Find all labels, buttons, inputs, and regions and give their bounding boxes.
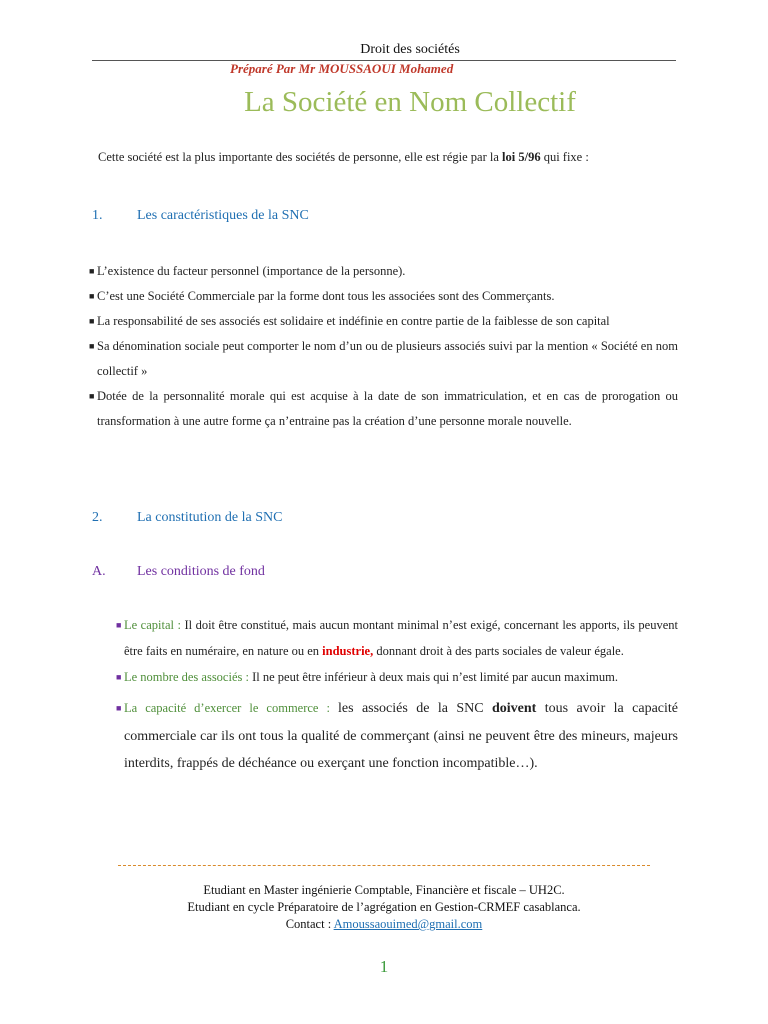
conditions-list	[116, 612, 678, 778]
header-title: Droit des sociétés	[360, 42, 460, 57]
condition-label: Le capital :	[124, 618, 185, 632]
page-number: 1	[379, 957, 389, 976]
list-item	[89, 309, 678, 334]
intro-text-after: qui fixe :	[540, 150, 589, 164]
square-bullet-icon: ■	[116, 703, 122, 713]
footer-divider	[118, 865, 650, 866]
square-bullet-icon: ■	[89, 266, 95, 276]
square-bullet-icon: ■	[89, 391, 95, 401]
intro-text-before: Cette société est la plus importante des sociétés de personne, elle est régie par la	[98, 150, 503, 164]
list-item	[89, 259, 678, 284]
emphasis-word: doivent	[491, 701, 537, 716]
footer-contact	[0, 916, 768, 933]
highlight-word: industrie,	[322, 644, 374, 658]
section-1-number: 1.	[92, 208, 103, 223]
list-item-text: L’existence du facteur personnel (importance de la personne).	[97, 264, 406, 278]
page-title: La Société en Nom Collectif	[244, 86, 576, 118]
condition-text: donnant droit à des parts sociales de valeur égale.	[373, 644, 624, 658]
footer-line-2: Etudiant en cycle Préparatoire de l’agrégation en Gestion-CRMEF casablanca.	[187, 900, 581, 914]
subsection-a-heading	[92, 564, 678, 584]
square-bullet-icon: ■	[89, 316, 95, 326]
section-1-heading	[92, 208, 678, 228]
condition-label: La capacité d’exercer le commerce :	[124, 701, 338, 715]
contact-label: Contact :	[285, 917, 334, 931]
condition-text: tous avoir la capacité commerciale car ils ont tous la qualité de commerçant (ainsi ne peuvent être des mineurs, majeurs interdits, frappés de déchéance ou exerçant une fonction incompatible…).	[124, 701, 678, 771]
square-bullet-icon: ■	[89, 341, 95, 351]
subsection-a-title: Les conditions de fond	[137, 564, 265, 579]
list-item-text: Dotée de la personnalité morale qui est acquise à la date de son immatriculation, et en cas de prorogation ou transformation à une autre forme ça n’entraine pas la création d’une personne morale nouvelle.	[97, 389, 678, 428]
section-2-number: 2.	[92, 510, 103, 525]
list-item	[89, 334, 678, 384]
list-item	[116, 612, 678, 664]
intro-paragraph	[92, 145, 678, 170]
author-line: Préparé Par Mr MOUSSAOUI Mohamed	[230, 61, 454, 76]
list-item	[116, 664, 678, 690]
email-link[interactable]: Amoussaouimed@gmail.com	[333, 917, 483, 931]
footer-line-1: Etudiant en Master ingénierie Comptable, Financière et fiscale – UH2C.	[203, 883, 565, 897]
section-1-title: Les caractéristiques de la SNC	[137, 208, 309, 223]
list-item-text: C’est une Société Commerciale par la forme dont tous les associées sont des Commerçants.	[97, 289, 555, 303]
intro-law-reference: loi 5/96	[502, 150, 541, 164]
list-item-text: Sa dénomination sociale peut comporter le nom d’un ou de plusieurs associés suivi par la mention « Société en nom collectif »	[97, 339, 678, 378]
condition-text: les associés de la SNC	[338, 701, 492, 716]
list-item-text: La responsabilité de ses associés est solidaire et indéfinie en contre partie de la faiblesse de son capital	[97, 314, 610, 328]
square-bullet-icon: ■	[116, 672, 122, 682]
condition-label: Le nombre des associés :	[124, 670, 253, 684]
list-item	[89, 384, 678, 434]
section-2-title: La constitution de la SNC	[137, 510, 283, 525]
condition-text: Il doit être constitué, mais aucun montant minimal n’est exigé, concernant les apports, ils peuvent être faits en numéraire, en nature ou en	[124, 618, 678, 658]
list-item	[116, 695, 678, 778]
list-item	[89, 284, 678, 309]
section-2-heading	[92, 510, 678, 530]
square-bullet-icon: ■	[116, 620, 122, 630]
footer	[0, 882, 768, 933]
subsection-a-number: A.	[92, 564, 106, 579]
condition-text: Il ne peut être inférieur à deux mais qui n’est limité par aucun maximum.	[252, 670, 618, 684]
square-bullet-icon: ■	[89, 291, 95, 301]
characteristics-list	[89, 259, 678, 434]
